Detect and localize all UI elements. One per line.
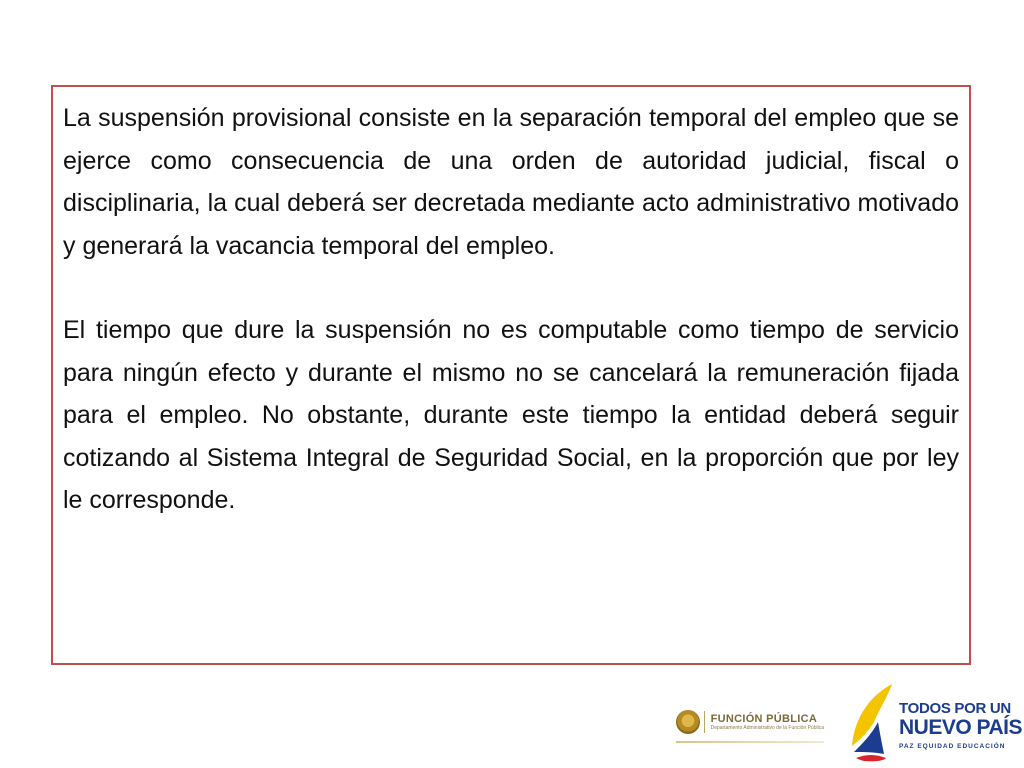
colombia-flag-icon bbox=[844, 682, 900, 762]
logo-divider bbox=[704, 711, 705, 733]
todos-por-un-nuevo-pais-logo bbox=[844, 682, 1022, 762]
funcion-publica-text bbox=[711, 713, 824, 732]
paragraph-suspension-time: El tiempo que dure la suspensión no es computable como tiempo de servicio para ningún efecto y durante el mismo no se cancelará la remuneración fijada para el empleo. No obstante, durante este tiempo la entidad deberá seguir cotizando al Sistema Integral de Seguridad Social, en la proporción que por ley le corresponde. bbox=[63, 316, 959, 514]
logo-underline bbox=[676, 741, 824, 743]
funcion-publica-name: FUNCIÓN PÚBLICA bbox=[710, 712, 818, 725]
content-box bbox=[51, 85, 971, 665]
funcion-publica-logo bbox=[676, 704, 824, 740]
campaign-line-2: NUEVO PAÍS bbox=[899, 716, 1022, 739]
campaign-line-1: TODOS POR UN bbox=[899, 700, 1011, 717]
campaign-tagline: PAZ EQUIDAD EDUCACIÓN bbox=[899, 743, 1006, 750]
coat-of-arms-icon bbox=[676, 710, 700, 734]
paragraph-provisional-suspension: La suspensión provisional consiste en la separación temporal del empleo que se ejerce como consecuencia de una orden de autoridad judicial, fiscal o disciplinaria, la cual deberá ser decretada mediante acto administrativo motivado y generará la vacancia temporal del empleo. bbox=[63, 104, 959, 260]
funcion-publica-subtitle: Departamento Administrativo de la Función Pública bbox=[710, 724, 824, 731]
